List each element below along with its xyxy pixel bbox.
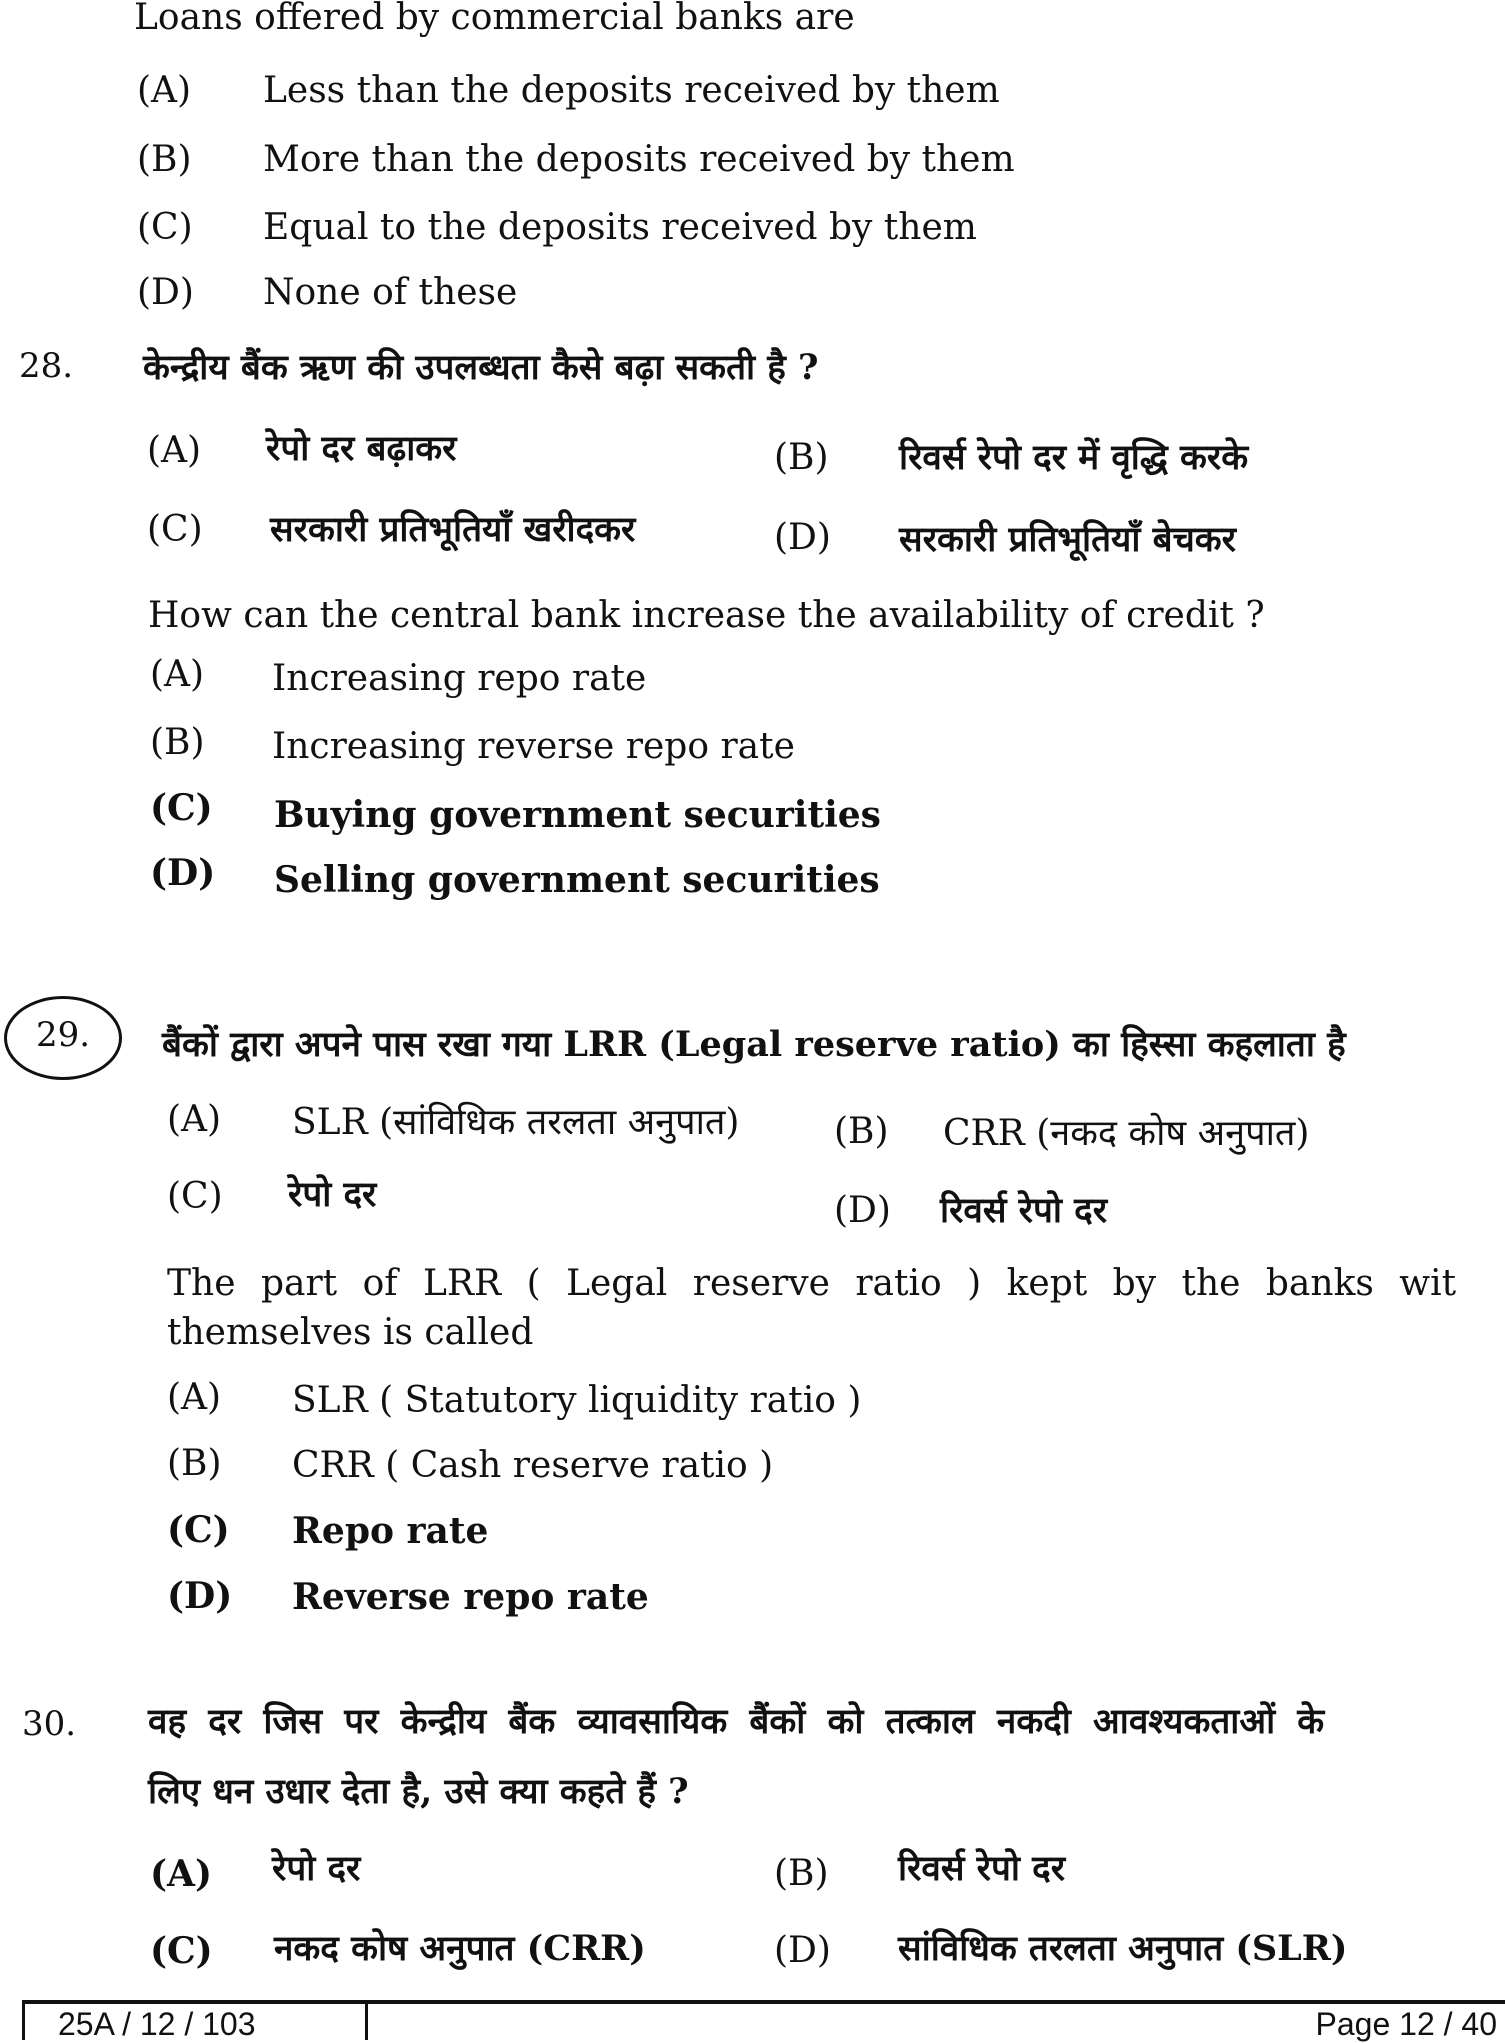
q30-hi-d-label: (D): [774, 1930, 831, 1971]
q30-hi-c: नकद कोष अनुपात (CRR): [274, 1928, 646, 1969]
q28-en-a-label: (A): [150, 654, 205, 695]
q28-hi-a-label: (A): [147, 430, 202, 471]
q28-stem-english: How can the central bank increase the availability of credit ?: [148, 595, 1265, 636]
q30-hi-a: रेपो दर: [272, 1848, 361, 1889]
q27-option-a-label: (A): [137, 70, 192, 111]
q28-en-d-label: (D): [150, 852, 216, 894]
q27-stem: Loans offered by commercial banks are: [134, 0, 855, 38]
q29-hi-b: CRR (नकद कोष अनुपात): [943, 1113, 1310, 1154]
q30-hi-b-label: (B): [774, 1853, 829, 1894]
q27-option-d: None of these: [263, 272, 518, 313]
q29-hi-a: SLR (सांविधिक तरलता अनुपात): [292, 1102, 740, 1143]
q29-number: 29.: [36, 1015, 91, 1055]
q27-option-c-label: (C): [137, 207, 193, 248]
q30-hi-c-label: (C): [150, 1930, 213, 1972]
q28-hi-d-label: (D): [774, 517, 831, 558]
q29-en-b-label: (B): [167, 1443, 222, 1484]
q29-hi-d: रिवर्स रेपो दर: [940, 1190, 1108, 1231]
q29-hi-d-label: (D): [834, 1190, 891, 1231]
q28-hi-b-label: (B): [774, 437, 829, 478]
paper-code: 25A / 12 / 103: [58, 2006, 256, 2042]
q28-hi-c-label: (C): [147, 509, 203, 550]
q30-stem-hindi-line2: लिए धन उधार देता है, उसे क्या कहते हैं ?: [148, 1771, 689, 1812]
q28-hi-c: सरकारी प्रतिभूतियाँ खरीदकर: [270, 509, 636, 550]
q30-hi-d: सांविधिक तरलता अनुपात (SLR): [898, 1928, 1348, 1969]
q30-hi-b: रिवर्स रेपो दर: [898, 1848, 1066, 1889]
q28-en-c: Buying government securities: [274, 794, 881, 836]
q30-stem-hindi-line1: वह दर जिस पर केन्द्रीय बैंक व्यावसायिक बैंकों को तत्काल नकदी आवश्यकताओं के: [148, 1701, 1325, 1742]
q28-en-d: Selling government securities: [274, 859, 880, 901]
q29-en-d: Reverse repo rate: [292, 1576, 649, 1618]
q29-en-c-label: (C): [167, 1509, 230, 1551]
q28-hi-a: रेपो दर बढ़ाकर: [266, 428, 457, 469]
q28-en-b-label: (B): [150, 722, 205, 763]
q29-en-b: CRR ( Cash reserve ratio ): [292, 1445, 774, 1486]
q30-number: 30.: [22, 1704, 77, 1744]
q29-hi-a-label: (A): [167, 1099, 222, 1140]
q29-stem-english-line2: themselves is called: [167, 1312, 534, 1353]
q28-en-a: Increasing repo rate: [272, 658, 647, 699]
q27-option-d-label: (D): [137, 272, 194, 313]
q29-hi-b-label: (B): [834, 1111, 889, 1152]
q28-stem-hindi: केन्द्रीय बैंक ऋण की उपलब्धता कैसे बढ़ा सकती है ?: [143, 347, 819, 388]
q30-hi-a-label: (A): [150, 1853, 212, 1895]
q28-en-c-label: (C): [150, 787, 213, 829]
q27-option-b: More than the deposits received by them: [263, 139, 1015, 180]
q28-number: 28.: [19, 346, 74, 386]
page-number: Page 12 / 40: [1315, 2006, 1497, 2042]
q27-option-b-label: (B): [137, 139, 192, 180]
q29-stem-hindi: बैंकों द्वारा अपने पास रखा गया LRR (Legal reserve ratio) का हिस्सा कहलाता है: [162, 1024, 1346, 1065]
q28-hi-b: रिवर्स रेपो दर में वृद्धि करके: [899, 437, 1249, 478]
q29-en-a: SLR ( Statutory liquidity ratio ): [292, 1380, 862, 1421]
q29-stem-english-line1: The part of LRR ( Legal reserve ratio ) kept by the banks wit: [167, 1263, 1457, 1304]
q27-option-c: Equal to the deposits received by them: [263, 207, 977, 248]
q29-en-c: Repo rate: [292, 1510, 489, 1552]
q28-hi-d: सरकारी प्रतिभूतियाँ बेचकर: [899, 519, 1236, 560]
q27-option-a: Less than the deposits received by them: [263, 70, 1000, 111]
q29-hi-c: रेपो दर: [288, 1174, 377, 1215]
q28-en-b: Increasing reverse repo rate: [272, 726, 795, 767]
q29-en-a-label: (A): [167, 1377, 222, 1418]
q29-hi-c-label: (C): [167, 1176, 223, 1217]
q29-en-d-label: (D): [167, 1575, 233, 1617]
